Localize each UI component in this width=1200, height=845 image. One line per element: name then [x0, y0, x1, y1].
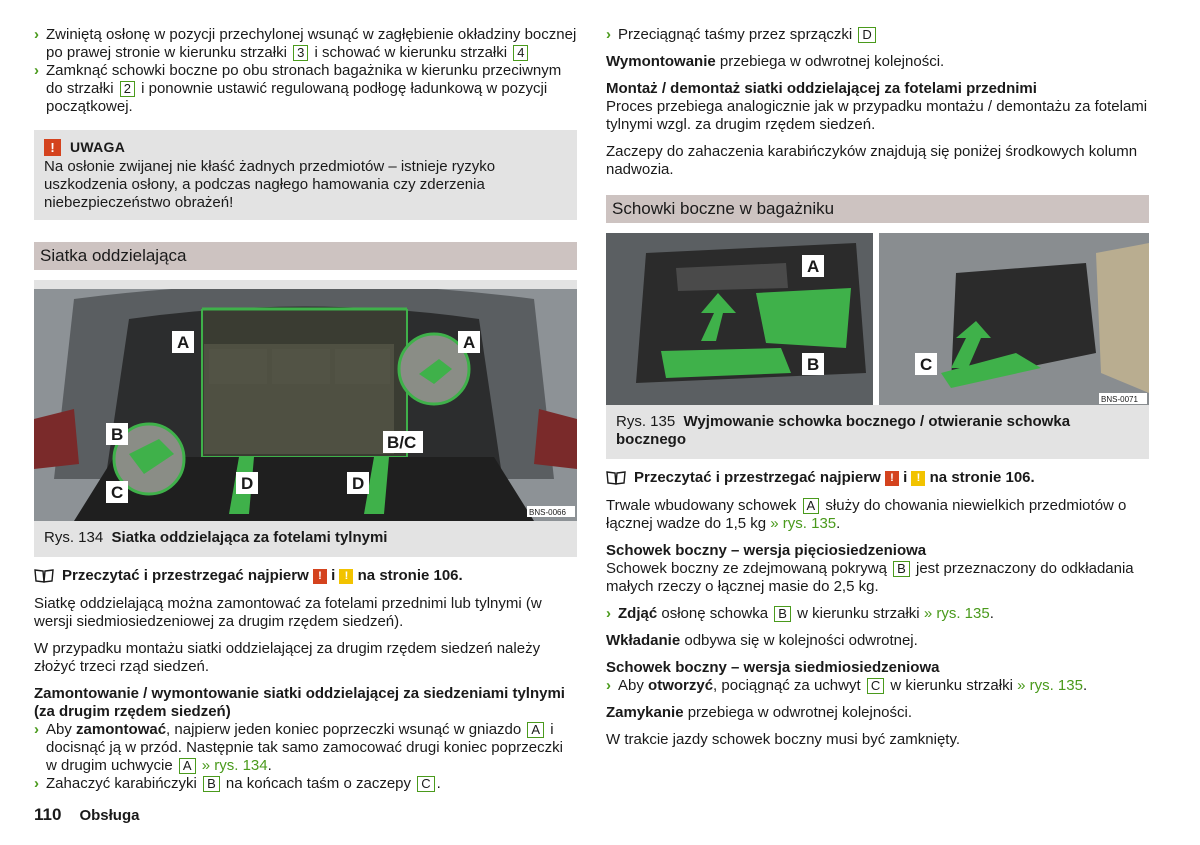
- step-text: Przeciągnąć taśmy przez sprzączki: [618, 26, 853, 43]
- step-text: Zwiniętą osłonę w pozycji przechylonej wsunąć w zagłębienie okładziny bocznej po prawej stronie w kierunku strzałki: [46, 26, 577, 61]
- step-text: , pociągnąć za uchwyt: [713, 677, 861, 694]
- chapter-title: Obsługa: [79, 807, 140, 824]
- paragraph-text: przebiega w odwrotnej kolejności.: [719, 53, 945, 70]
- figure-label: D: [352, 474, 365, 493]
- callout-box: B: [203, 776, 220, 792]
- figure-code: BNS-0071: [1101, 395, 1138, 404]
- side-compartment-illustration: [606, 233, 1149, 405]
- step-bold: Zdjąć: [618, 605, 658, 622]
- paragraph-text: odbywa się w kolejności odwrotnej.: [684, 632, 918, 649]
- page-number: 110: [34, 805, 62, 824]
- warning-title: UWAGA: [70, 139, 126, 155]
- chevron-icon: ›: [34, 62, 39, 79]
- caption-text: Wyjmowanie schowka bocznego / otwieranie schowka bocznego: [616, 413, 1071, 448]
- paragraph-bold: Zamykanie: [606, 704, 684, 721]
- read-and: i: [903, 469, 908, 486]
- chevron-icon: ›: [34, 721, 39, 738]
- subheading: Schowek boczny – wersja pięciosiedzeniowa: [606, 542, 927, 559]
- callout-box: D: [858, 27, 875, 43]
- step-text: i ponownie ustawić regulowaną podłogę ładunkową w pozycji początkowej.: [46, 80, 548, 115]
- list-item: [606, 26, 1149, 44]
- caution-icon: !: [339, 569, 353, 584]
- step-text: osłonę schowka: [661, 605, 769, 622]
- figure-label: A: [807, 257, 820, 276]
- warning-header: [44, 138, 567, 156]
- paragraph-bold: Wymontowanie: [606, 53, 716, 70]
- chevron-icon: ›: [606, 26, 611, 43]
- figure-link[interactable]: » rys. 134: [201, 757, 268, 774]
- paragraph-text: Trwale wbudowany schowek: [606, 497, 797, 514]
- paragraph: W przypadku montażu siatki oddzielającej za drugim rzędem siedzeń należy złożyć trzeci rząd siedzeń.: [34, 640, 541, 675]
- cargo-net-illustration: [34, 289, 577, 521]
- figure-link[interactable]: » rys. 135: [923, 605, 990, 622]
- book-icon: [34, 568, 54, 584]
- callout-box: C: [417, 776, 434, 792]
- caption-number: Rys. 135: [616, 413, 676, 430]
- step-text: i docisnąć ją w przód. Następnie tak samo zamocować drugi koniec poprzeczki w drugim uchwycie: [46, 721, 563, 774]
- list-item: › Zdjąć osłonę schowka B w kierunku strzałki » rys. 135.: [606, 605, 994, 622]
- callout-box: C: [867, 678, 884, 694]
- step-bold: zamontować: [76, 721, 167, 738]
- paragraph: [606, 560, 1149, 596]
- figure-label: A: [177, 333, 190, 352]
- figure-link[interactable]: » rys. 135: [770, 515, 837, 532]
- callout-box: A: [527, 722, 544, 738]
- caution-icon: !: [911, 471, 925, 486]
- left-column: [34, 26, 577, 793]
- caption-text: Siatka oddzielająca za fotelami tylnymi: [111, 529, 388, 546]
- warning-text: Na osłonie zwijanej nie kłaść żadnych przedmiotów – istnieje ryzyko uszkodzenia osłony, a podczas nagłego hamowania czy zderzenia niebezpieczeństwo obrażeń!: [44, 158, 496, 211]
- figure-label: B/C: [387, 433, 417, 452]
- callout-box: 4: [513, 45, 528, 61]
- figure-label: B: [807, 355, 820, 374]
- section-title: Siatka oddzielająca: [34, 242, 577, 270]
- read-text: Przeczytać i przestrzegać najpierw: [634, 469, 881, 486]
- paragraph-text: przebiega w odwrotnej kolejności.: [687, 704, 913, 721]
- read-first-notice: [606, 469, 1149, 487]
- callout-box: 2: [120, 81, 135, 97]
- read-first-notice: [34, 567, 577, 585]
- figure-caption: [34, 521, 577, 557]
- step-text: Zamknąć schowki boczne po obu stronach bagażnika w kierunku przeciwnym do strzałki: [46, 62, 562, 97]
- chevron-icon: ›: [34, 26, 39, 43]
- callout-box: B: [893, 561, 910, 577]
- paragraph: Zaczepy do zahaczenia karabińczyków znajdują się poniżej środkowych kolumn nadwozia.: [606, 143, 1138, 178]
- subheading: Montaż / demontaż siatki oddzielającej za fotelami przednimi: [606, 80, 1037, 97]
- step-text: Aby: [46, 721, 72, 738]
- paragraph-text: służy do chowania niewielkich przedmiotów o łącznej wadze do 1,5 kg: [606, 497, 1127, 532]
- paragraph-bold: Wkładanie: [606, 632, 681, 649]
- step-text: Aby: [618, 677, 644, 694]
- paragraph: Proces przebiega analogicznie jak w przypadku montażu / demontażu za fotelami tylnymi wzgl. za drugim rzędem siedzeń.: [606, 98, 1148, 133]
- read-page: na stronie 106.: [357, 567, 463, 584]
- subheading: Zamontowanie / wymontowanie siatki oddzielającej za siedzeniami tylnymi (za drugim rzędem siedzeń): [34, 685, 565, 720]
- list-item: [34, 26, 577, 62]
- step-text: na końcach taśm o zaczepy: [225, 775, 412, 792]
- paragraph: W trakcie jazdy schowek boczny musi być zamknięty.: [606, 731, 961, 748]
- list-item: › Zahaczyć karabińczyki B na końcach taśm o zaczepy C .: [34, 775, 441, 792]
- warning-icon: !: [313, 569, 327, 584]
- caption-number: Rys. 134: [44, 529, 104, 546]
- paragraph-text: Schowek boczny ze zdejmowaną pokrywą: [606, 560, 887, 577]
- figure-134: [34, 280, 577, 557]
- right-column: [606, 26, 1149, 758]
- figure-label: C: [111, 483, 124, 502]
- figure-label: D: [241, 474, 254, 493]
- warning-box: [34, 130, 577, 220]
- callout-box: 3: [293, 45, 308, 61]
- list-item: › Aby otworzyć, pociągnąć za uchwyt C w kierunku strzałki » rys. 135.: [606, 677, 1088, 694]
- read-and: i: [331, 567, 336, 584]
- callout-box: A: [803, 498, 820, 514]
- page-footer: [34, 806, 139, 825]
- figure-135: [606, 233, 1149, 459]
- figure-label: A: [463, 333, 476, 352]
- step-text: w kierunku strzałki: [890, 677, 1013, 694]
- paragraph-text: jest przeznaczony do odkładania małych rzeczy o łącznej masie do 2,5 kg.: [606, 560, 1134, 595]
- paragraph: Siatkę oddzielającą można zamontować za fotelami przednimi lub tylnymi (w wersji siedmiosiedzeniowej za drugim rzędem siedzeń).: [34, 595, 542, 630]
- subheading: Schowek boczny – wersja siedmiosiedzeniowa: [606, 659, 940, 676]
- figure-link[interactable]: » rys. 135: [1017, 677, 1083, 694]
- section-title: Schowki boczne w bagażniku: [606, 195, 1149, 223]
- callout-box: B: [774, 606, 791, 622]
- paragraph: [606, 704, 1149, 722]
- chevron-icon: ›: [34, 775, 39, 792]
- chevron-icon: ›: [606, 605, 611, 622]
- warning-icon: !: [885, 471, 899, 486]
- step-text: Zahaczyć karabińczyki: [46, 775, 197, 792]
- step-text: i schować w kierunku strzałki: [314, 44, 508, 61]
- callout-box: A: [179, 758, 196, 774]
- paragraph: [606, 632, 1149, 650]
- figure-code: BNS-0066: [529, 508, 566, 517]
- step-text: , najpierw jeden koniec poprzeczki wsunąć w gniazdo: [166, 721, 522, 738]
- read-page: na stronie 106.: [929, 469, 1035, 486]
- paragraph: [606, 53, 1149, 71]
- paragraph: Trwale wbudowany schowek A służy do chowania niewielkich przedmiotów o łącznej wadze do 1,5 kg » rys. 135.: [606, 497, 1127, 532]
- step-bold: otworzyć: [648, 677, 714, 694]
- figure-label: B: [111, 425, 124, 444]
- read-text: Przeczytać i przestrzegać najpierw: [62, 567, 309, 584]
- list-item: › Aby zamontować, najpierw jeden koniec poprzeczki wsunąć w gniazdo A i docisnąć ją w przód. Następnie tak samo zamocować drugi koniec poprzeczki w drugim uchwycie A » rys. 134.: [34, 721, 563, 774]
- warning-icon: !: [44, 139, 61, 156]
- book-icon: [606, 470, 626, 486]
- figure-label: C: [920, 355, 933, 374]
- chevron-icon: ›: [606, 677, 611, 694]
- figure-caption: [606, 405, 1149, 459]
- list-item: [34, 62, 577, 116]
- step-text: w kierunku strzałki: [797, 605, 920, 622]
